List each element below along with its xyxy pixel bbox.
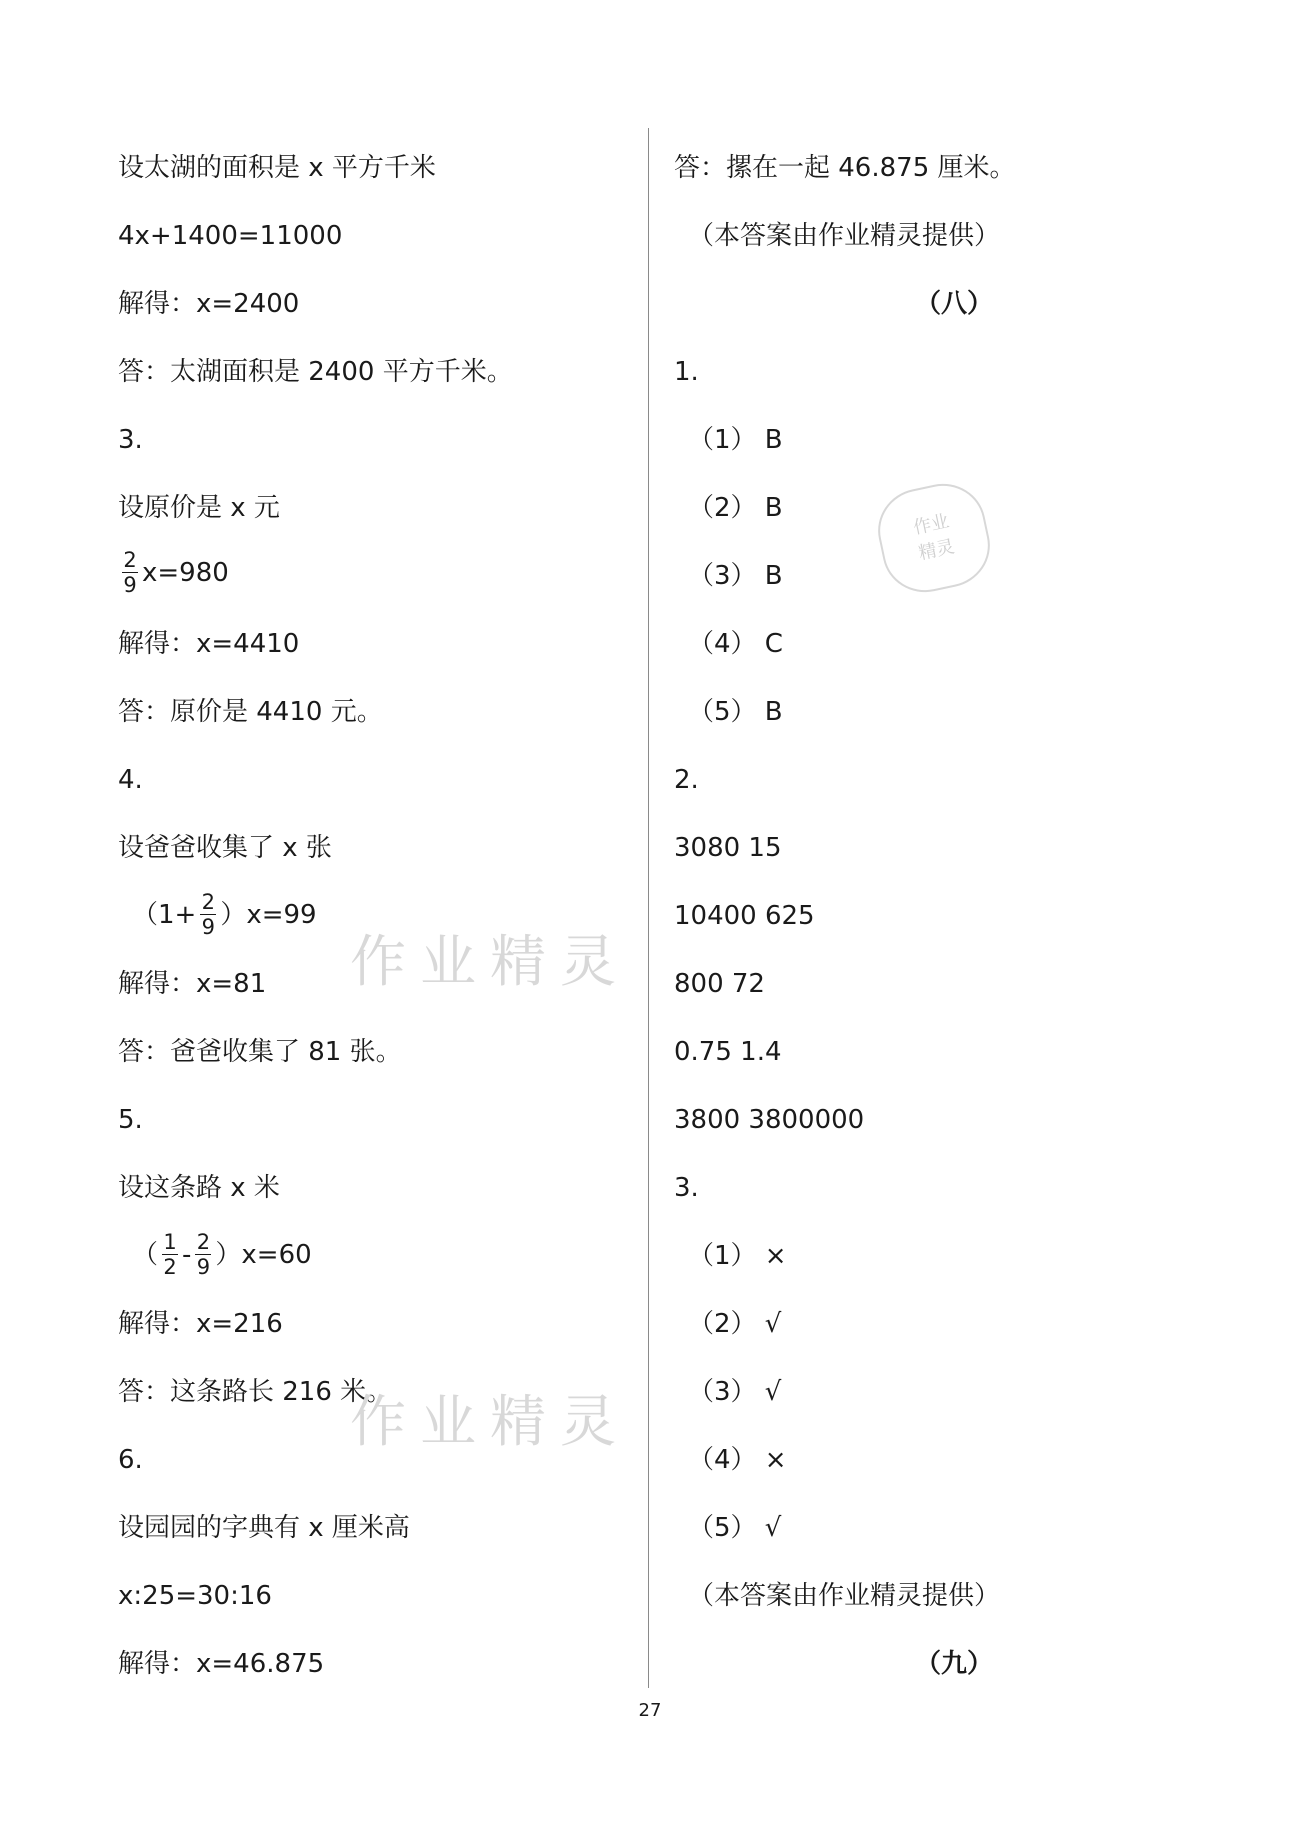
judgement-answer: （1） ×: [688, 1241, 787, 1271]
choice-answer: （5） B: [688, 697, 783, 727]
question-number: 4.: [118, 765, 143, 795]
choice-answer: （3） B: [688, 561, 783, 591]
section-heading: （八）: [914, 289, 993, 319]
answer-line: x:25=30:16: [118, 1581, 272, 1611]
question-number: 2.: [674, 765, 699, 795]
fraction: $\frac{2}{9}$: [123, 548, 137, 597]
question-number: 3.: [118, 425, 143, 455]
section-heading: （九）: [914, 1649, 993, 1679]
answer-line: 设太湖的面积是 x 平方千米: [118, 153, 436, 183]
answer-line: 10400 625: [674, 901, 815, 931]
watermark-seal-icon: 作业 精灵: [870, 476, 997, 600]
equation-line: （ $\frac{1}{2}$ - $\frac{2}{9}$ ）x=60: [132, 1230, 312, 1279]
question-number: 5.: [118, 1105, 143, 1135]
choice-answer: （4） C: [688, 629, 783, 659]
answer-line: 解得：x=81: [118, 969, 267, 999]
answer-line: 解得：x=216: [118, 1309, 283, 1339]
judgement-answer: （5） √: [688, 1513, 782, 1543]
choice-answer: （2） B: [688, 493, 783, 523]
judgement-answer: （4） ×: [688, 1445, 787, 1475]
answer-line: 解得：x=4410: [118, 629, 300, 659]
judgement-answer: （2） √: [688, 1309, 782, 1339]
question-number: 1.: [674, 357, 699, 387]
source-note: （本答案由作业精灵提供）: [688, 1581, 1001, 1611]
answer-line: 800 72: [674, 969, 765, 999]
answer-line: 答：太湖面积是 2400 平方千米。: [118, 357, 513, 387]
question-number: 6.: [118, 1445, 143, 1475]
answer-line: 答：原价是 4410 元。: [118, 697, 383, 727]
answer-line: 3080 15: [674, 833, 782, 863]
fraction: $\frac{1}{2}$: [163, 1230, 177, 1279]
answer-line: 答：摞在一起 46.875 厘米。: [674, 153, 1016, 183]
watermark-text: 作业精灵: [350, 1390, 630, 1455]
watermark-text: 作业精灵: [350, 930, 630, 995]
answer-line: 答：这条路长 216 米。: [118, 1377, 393, 1407]
judgement-answer: （3） √: [688, 1377, 782, 1407]
answer-line: 解得：x=2400: [118, 289, 300, 319]
fraction: $\frac{2}{9}$: [196, 1230, 211, 1279]
answer-line: 设园园的字典有 x 厘米高: [118, 1513, 410, 1543]
answer-line: 4x+1400=11000: [118, 221, 343, 251]
answer-line: 3800 3800000: [674, 1105, 865, 1135]
answer-line: 0.75 1.4: [674, 1037, 782, 1067]
equation-line: $\frac{2}{9}$ x=980: [123, 548, 229, 597]
choice-answer: （1） B: [688, 425, 783, 455]
fraction: $\frac{2}{9}$: [201, 890, 216, 939]
question-number: 3.: [674, 1173, 699, 1203]
page-number: 27: [638, 1700, 662, 1721]
source-note: （本答案由作业精灵提供）: [688, 221, 1001, 251]
answer-line: 设爸爸收集了 x 张: [118, 833, 332, 863]
answer-line: 设原价是 x 元: [118, 493, 280, 523]
answer-line: 设这条路 x 米: [118, 1173, 280, 1203]
column-divider: [648, 128, 649, 1688]
answer-line: 答：爸爸收集了 81 张。: [118, 1037, 402, 1067]
equation-line: （1+ $\frac{2}{9}$ ）x=99: [132, 890, 317, 939]
answer-line: 解得：x=46.875: [118, 1649, 325, 1679]
